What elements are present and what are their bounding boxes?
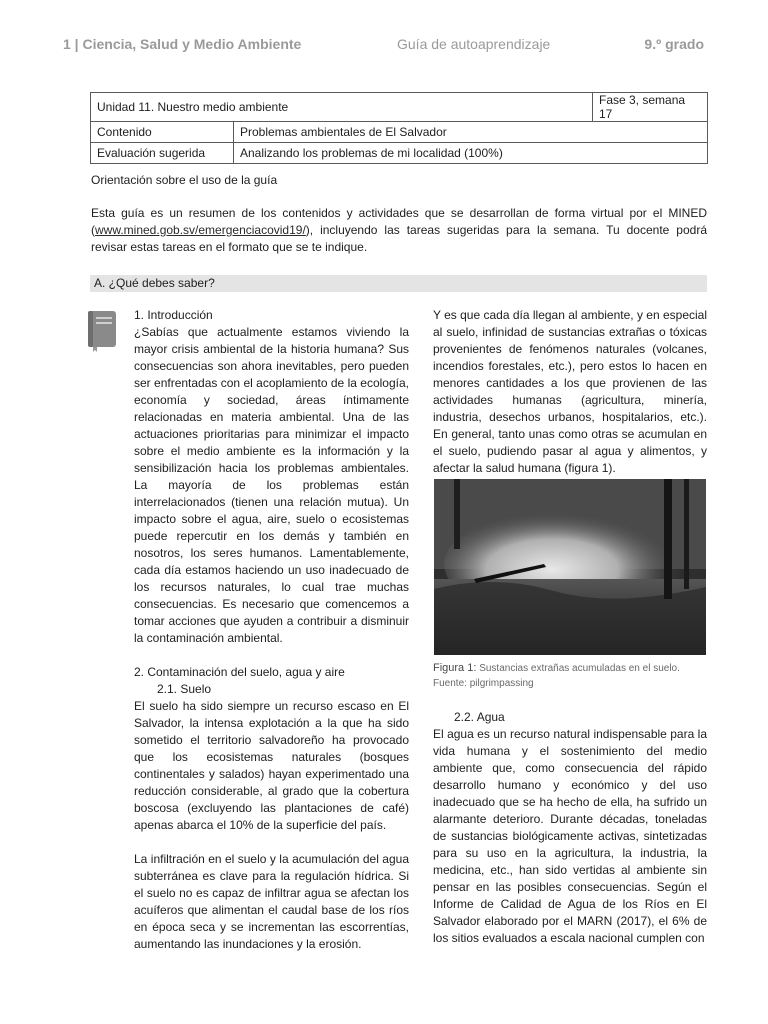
suelo-paragraph-1: El suelo ha sido siempre un recurso escaso en El Salvador, la intensa explotación a la que ha sido sometido el territorio salvadoreño ha provocado que los ecosistemas naturales (bosques continentales y salados) hayan experimentado una reducción considerable, al grado que la cobertura boscosa (excluyendo las plantaciones de café) apenas abarca el 10% de la superficie del país. [134,699,409,832]
right-intro-paragraph: Y es que cada día llegan al ambiente, y en especial al suelo, infinidad de sustancias extrañas o tóxicas provenientes de fenómenos naturales (volcanes, incendios forestales, etc.), pero estos lo hacen en menores cantidades a los que provienen de las actividades humanas (agricultura, minería, industria, desechos urbanos, hospitalarios, etc.). En general, tanto unas como otras se acumulan en el suelo, pudiendo pasar al agua y alimentos, y afectar la salud humana (figura 1). [433,308,707,475]
eval-label-cell: Evaluación sugerida [91,143,234,164]
agua-heading: 2.2. Agua [454,710,505,724]
phase-cell: Fase 3, semana 17 [593,93,708,122]
header-section-title: 1 | Ciencia, Salud y Medio Ambiente [63,36,302,52]
orientation-title: Orientación sobre el uso de la guía [91,173,278,187]
section-a-heading: A. ¿Qué debes saber? [90,275,707,292]
intro-text-end: ), incluyendo las tareas sugeridas para la semana. Tu docente podrá revisar estas tareas en el formato que se te indique. [91,223,707,254]
table-row [91,122,708,143]
mined-link[interactable]: www.mined.gob.sv/emergenciacovid19/ [95,223,306,237]
contamination-heading: 2. Contaminación del suelo, agua y aire [134,665,345,679]
figure-1-caption [433,661,707,691]
suelo-heading: 2.1. Suelo [157,682,212,696]
eval-value-cell: Analizando los problemas de mi localidad (100%) [234,143,708,164]
intro-paragraph [91,205,707,256]
book-icon [87,310,119,352]
unit-info-table [90,92,708,164]
caption-label: Figura 1: [433,662,477,674]
header-grade: 9.º grado [644,36,704,52]
intro-heading: 1. Introducción [134,308,213,322]
table-row [91,93,708,122]
intro-body: ¿Sabías que actualmente estamos viviendo la mayor crisis ambiental de la historia humana? Sus consecuencias son ahora inevitables, pero pueden ser enfrentadas con el acoplamiento de la ecología, economía y sociedad, áreas íntimamente relacionadas en materia ambiental. Una de las actuaciones prioritarias para minimizar el impacto sobre el medio ambiente es la información y la sensibilización hacia los problemas ambientales. La mayoría de los problemas están interrelacionados (tienen una relación mutua). Un impacto sobre el agua, aire, suelo o ecosistemas puede repercutir en los demás y también en nosotros, los seres humanos. Lamentablemente, cada día estamos haciendo un uso inadecuado de los recursos naturales, lo cual trae muchas consecuencias. Es necesario que comencemos a tomar acciones que ayuden a contribuir a disminuir la contaminación ambiental. [134,325,409,645]
suelo-paragraph-2: La infiltración en el suelo y la acumulación del agua subterránea es clave para la regulación hídrica. Si el suelo no es capaz de infiltrar agua se afectan los acuíferos que alimentan el caudal base de los ríos en época seca y se incrementan las escorrentías, aumentando las inundaciones y la erosión. [134,852,409,951]
content-label-cell: Contenido [91,122,234,143]
unit-title-cell: Unidad 11. Nuestro medio ambiente [91,93,593,122]
content-value-cell: Problemas ambientales de El Salvador [234,122,708,143]
caption-text: Sustancias extrañas acumuladas en el suelo. Fuente: pilgrimpassing [433,663,680,689]
header-guide-label: Guía de autoaprendizaje [397,36,551,52]
agua-paragraph: El agua es un recurso natural indispensable para la vida humana y el sostenimiento del medio ambiente que, como consecuencia del rápido desarrollo humano y económico y del uso inadecuado que se ha hecho de ella, ha sufrido un alarmante deterioro. Durante décadas, toneladas de sustancias biológicamente activas, sintetizadas para su uso en la agricultura, la industria, la medicina, etc., han sido vertidas al ambiente sin pensar en las posibles consecuencias. Según el Informe de Calidad de Agua de los Ríos en El Salvador elaborado por el MARN (2017), el 6% de los sitios evaluados a escala nacional cumplen con [433,727,707,945]
figure-1-photo [434,479,706,655]
table-row [91,143,708,164]
intro-text-start: Esta guía es un resumen de los contenidos y actividades que se desarrollan de forma virtual por el MINED ( [91,206,707,237]
